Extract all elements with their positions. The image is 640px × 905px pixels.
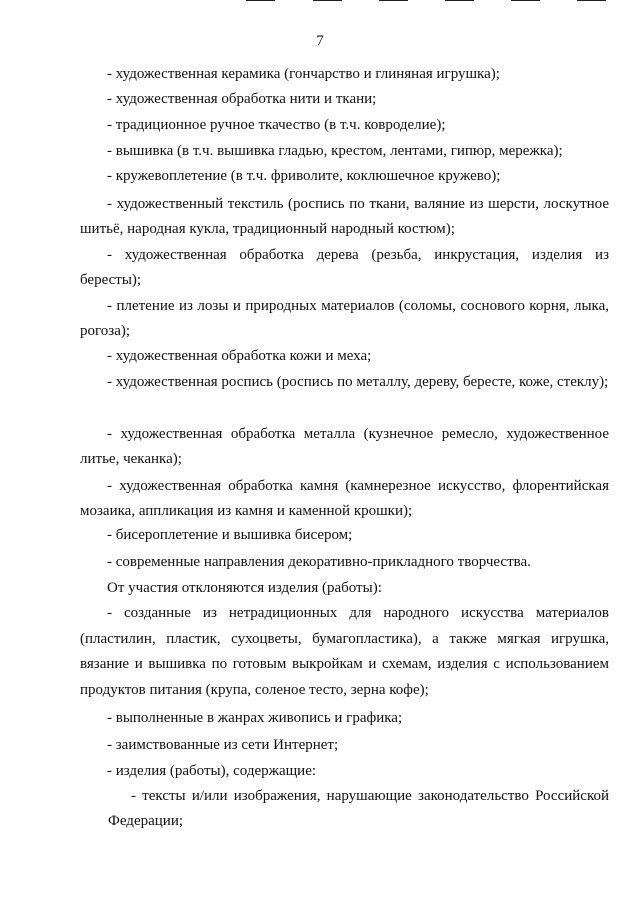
list-item-leather: - художественная обработка кожи и меха; [107,348,372,364]
header-rule-1 [246,0,275,1]
header-rule-5 [511,0,540,1]
list-item-embroidery: - вышивка (в т.ч. вышивка гладью, крестом, лентами, гипюр, мережка); [107,143,563,159]
header-rule-2 [313,0,342,1]
list-item-weaving: - традиционное ручное ткачество (в т.ч. ковроделие); [107,117,446,133]
exclusion-painting-graphics: - выполненные в жанрах живопись и графика; [107,710,403,726]
list-item-thread-fabric: - художественная обработка нити и ткани; [107,91,377,107]
exclusions-heading: От участия отклоняются изделия (работы): [107,580,382,596]
exclusion-illegal-content: - тексты и/или изображения, нарушающие законодательство Российской Федерации; [108,788,609,829]
list-item-ceramics: - художественная керамика (гончарство и глиняная игрушка); [107,66,500,82]
header-rule-6 [577,0,606,1]
list-item-wicker: - плетение из лозы и природных материалов (соломы, соснового корня, лыка, рогоза); [80,298,609,339]
header-rule-4 [445,0,474,1]
list-item-textile: - художественный текстиль (роспись по ткани, валяние из шерсти, лоскутное шитьё, народная кукла, традиционный народный костюм); [80,196,609,237]
exclusion-internet: - заимствованные из сети Интернет; [107,737,339,753]
list-item-painting: - художественная роспись (роспись по металлу, дереву, бересте, коже, стеклу); [107,374,609,390]
list-item-stone: - художественная обработка камня (камнерезное искусство, флорентийская мозаика, аппликация из камня и каменной крошки); [80,478,609,519]
list-item-wood: - художественная обработка дерева (резьба, инкрустация, изделия из бересты); [80,247,609,288]
list-item-modern-crafts: - современные направления декоративно-прикладного творчества. [107,554,531,570]
list-item-beadwork: - бисероплетение и вышивка бисером; [107,527,353,543]
list-item-metal: - художественная обработка металла (кузнечное ремесло, художественное литье, чеканка); [80,426,609,467]
list-item-lacemaking: - кружевоплетение (в т.ч. фриволите, коклюшечное кружево); [107,168,501,184]
page-number: 7 [316,33,324,49]
header-rule-3 [379,0,408,1]
exclusion-containing: - изделия (работы), содержащие: [107,763,317,779]
exclusion-nontraditional-materials: - созданные из нетрадиционных для народного искусства материалов (пластилин, пластик, сухоцветы, бумагопластика), а также мягкая игрушка, вязание и вышивка по готовым выкройкам и схемам, изделия с использованием продуктов питания (крупа, соленое тесто, зерна кофе); [80,605,609,698]
